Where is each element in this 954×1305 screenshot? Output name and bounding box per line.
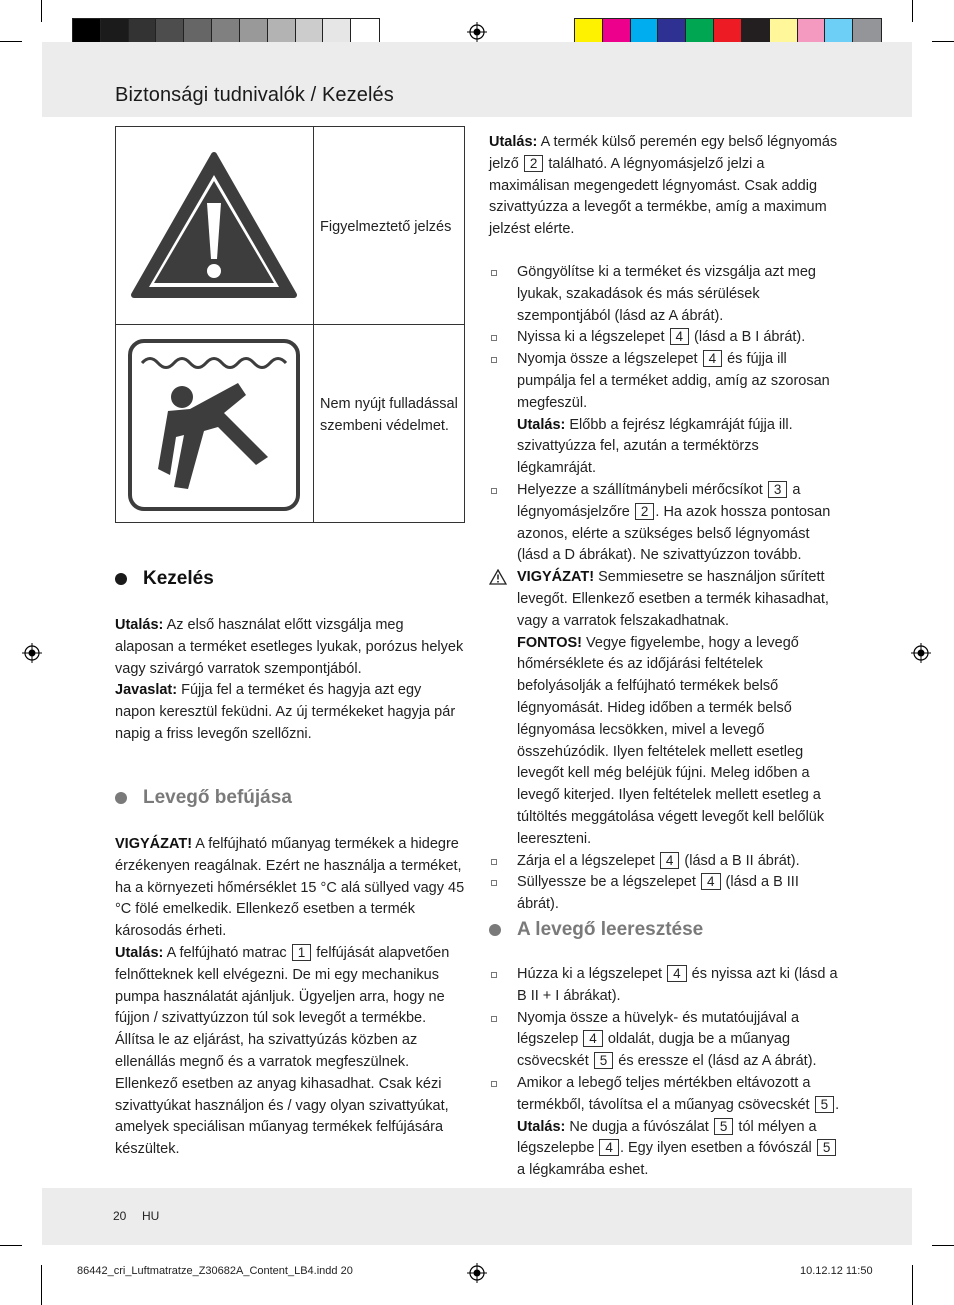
bullet-dot-icon [489,924,501,936]
part-number: 4 [667,965,687,982]
date-slug: 10.12.12 11:50 [800,1265,873,1277]
inflate-steps-list-2 [489,851,841,916]
crop-mark [0,1245,22,1246]
part-number: 2 [635,503,655,520]
page-number: 20 [113,1209,127,1223]
part-number: 1 [292,944,312,961]
registration-mark-icon [911,643,931,663]
language-code: HU [142,1209,160,1223]
list-item: Helyezze a szállítmánybeli mérőcsíkot 3 a légnyomásjelzőre 2 . Ha azok hossza pontosan azonos, elérte a szükséges belső légnyomást (lásd a D ábrákat). Ne szivattyúzzon tovább. [489,480,841,567]
file-slug: 86442_cri_Luftmatratze_Z30682A_Content_LB4.indd 20 [77,1265,353,1277]
bullet-dot-icon [115,792,127,804]
list-item: Göngyölítse ki a terméket és vizsgálja azt meg lyukak, szakadások és más sérülések szempontjából (lásd az A ábrát). [489,262,841,327]
crop-mark [41,1265,42,1305]
crop-mark [41,0,42,22]
table-cell-text: Nem nyújt fulladással szembeni védelmet. [320,396,458,434]
kezeles-body: Utalás: Az első használat előtt vizsgálja meg alaposan a terméket esetleges lyukak, porózus helyek vagy szivárgó varratok szempontjából. Javaslat: Fújja fel a terméket és hagyja azt egy napon keresztül feküdni. Az új termékeket hagyja pár napig a friss levegőn szellőzni. [115,617,464,742]
list-item: Zárja el a légszelepet 4 (lásd a B II ábrát). [489,851,841,873]
list-item: Süllyessze be a légszelepet 4 (lásd a B III ábrát). [489,872,841,916]
registration-mark-icon [22,643,42,663]
crop-mark [932,41,954,42]
crop-mark [912,0,913,22]
list-item: Nyomja össze a légszelepet 4 és fújja ill pumpálja fel a terméket addig, amíg az szorosan megfeszül. Utalás: Előbb a fejrész légkamráját fújja ill. szivattyúzza fel, azután a terméktörzs légkamráját. [489,349,841,480]
warning-note: VIGYÁZAT! Semmiesetre se használjon sűrített levegőt. Ellenkező esetben a termék kihasadhat, vagy a varratok felszakadhatnak. FONTOS! Vegye figyelembe, hogy a levegő hőmérséklete és az időjárási feltételek befolyásolják a felfújható termékek belső légnyomását. Hideg időben a termék belső légnyomása lecsökken, mivel a levegő összehúzódik. Ilyen feltételek mellett esetleg levegőt kell még beléjük fújni. Meleg időben a levegő kiterjed. Ilyen feltételek mellett esetleg a túltöltés meggátolása végett levegőt kell belőlük leereszteni. [489,567,841,850]
part-number: 5 [817,1139,837,1156]
part-number: 4 [583,1030,603,1047]
part-number: 4 [703,350,723,367]
warning-symbols-table [115,126,465,523]
drowning-person-icon [128,339,300,511]
right-column-body: Utalás: A termék külső peremén egy belső légnyomás jelző 2 található. A légnyomásjelző jelzi a maximálisan megengedett légnyomást. Csak addig szivattyúzza a levegőt a termékbe, amíg a maximum jelzést elérte. Göngyölítse ki a terméket és vizsgálja azt meg lyukak, szakadások és más sérülések szempontjából (lásd az A ábrát). Nyissa ki a légszelepet 4 (lásd a B I ábrát). Nyomja össze a légszelepet 4 és fújja ill pumpálja fel a terméket addig, amíg az szorosan megfeszül. Utalás: Előbb a fejrész légkamráját fújja ill. szivattyúzza fel, azután a terméktörzs légkamráját. Helyezze a szállítmánybeli mérőcsíkot 3 a légnyomásjelzőre 2 . Ha azok hossza pontosan azonos, elérte a szükséges belső légnyomást (lásd a D ábrákat). Ne szivattyúzzon tovább. VIGYÁZAT! Semmiesetre se használjon sűrített levegőt. Ellenkező esetben a termék kihasadhat, vagy a varratok felszakadhatnak. FONTOS! Vegye figyelembe, hogy a levegő hőmérséklete és az időjárási feltételek befolyásolják a felfújható termékek belső légnyomását. Hideg időben a termék belső légnyomása lecsökken, mivel a levegő összehúzódik. Ilyen feltételek mellett esetleg levegőt kell még beléjük fújni. Meleg időben a levegő kiterjed. Ilyen feltételek mellett esetleg a túltöltés meggátolása végett levegőt kell belőlük leereszteni. Zárja el a légszelepet 4 (lásd a B II ábrát). Süllyessze be a légszelepet 4 (lásd a B III ábrát). [489,132,841,916]
warning-triangle-icon [489,569,507,585]
part-number: 4 [660,852,680,869]
part-number: 5 [714,1118,734,1135]
list-item: Húzza ki a légszelepet 4 és nyissa azt ki (lásd a B II + I ábrákat). [489,964,841,1008]
crop-mark [912,1265,913,1305]
part-number: 4 [701,873,721,890]
inflate-steps-list [489,262,841,567]
registration-mark-icon [467,22,487,42]
footer-band [42,1188,912,1245]
crop-mark [0,41,22,42]
section-heading-levego-leeresztese: A levegő leeresztése [489,919,703,941]
list-item: Amikor a lebegő teljes mértékben eltávozott a termékből, távolítsa el a műanyag csövecskét 5 . Utalás: Ne dugja a fúvószálat 5 tól mélyen a légszelepbe 4 . Egy ilyen esetben a fóvószál 5 a légkamrába eshet. [489,1073,841,1182]
part-number: 4 [670,328,690,345]
crop-mark [932,1245,954,1246]
part-number: 5 [594,1052,614,1069]
list-item: Nyomja össze a hüvelyk- és mutatóujjával a légszelep 4 oldalát, dugja be a műanyag csövecskét 5 és eressze el (lásd az A ábrát). [489,1008,841,1073]
deflate-body [489,964,841,1182]
inflate-body: VIGYÁZAT! A felfújható műanyag termékek a hidegre érzékenyen reagálnak. Ezért ne használja a terméket, ha a környezeti hőmérséklet 15 °C alá süllyed vagy 45 °C fölé emelkedik. Ellenkező esetben a termék károsodás érheti. Utalás: A felfújható matrac 1 felfújását alapvetően felnőtteknek kell elvégezni. De mi egy mechanikus pumpa használatát ajánljuk. Ügyeljen arra, hogy ne fújjon / szivattyúzzon túl sok levegőt a termékbe. Állítsa le az eljárást, ha szivattyúzás közben az ellenállás megnő és a varratok megfeszülnek. Ellenkező esetben az anyag kihasadhat. Csak kézi szivattyúkat használjon és / vagy olyan szivattyúkat, amelyek speciálisan műanyag termékek felfújására készültek. [115,836,465,1158]
deflate-steps-list [489,964,841,1182]
section-heading-levego-befujasa: Levegő befújása [115,787,292,809]
part-number: 2 [524,155,544,172]
bullet-dot-icon [115,573,127,585]
part-number: 5 [815,1096,835,1113]
part-number: 3 [768,481,788,498]
section-heading-kezeles: Kezelés [115,568,214,590]
part-number: 4 [599,1139,619,1156]
registration-mark-icon [467,1263,487,1283]
warning-triangle-icon [128,149,300,301]
table-cell-text: Figyelmeztető jelzés [320,219,452,235]
page-title: Biztonsági tudnivalók / Kezelés [115,84,394,106]
list-item: Nyissa ki a légszelepet 4 (lásd a B I ábrát). [489,327,841,349]
